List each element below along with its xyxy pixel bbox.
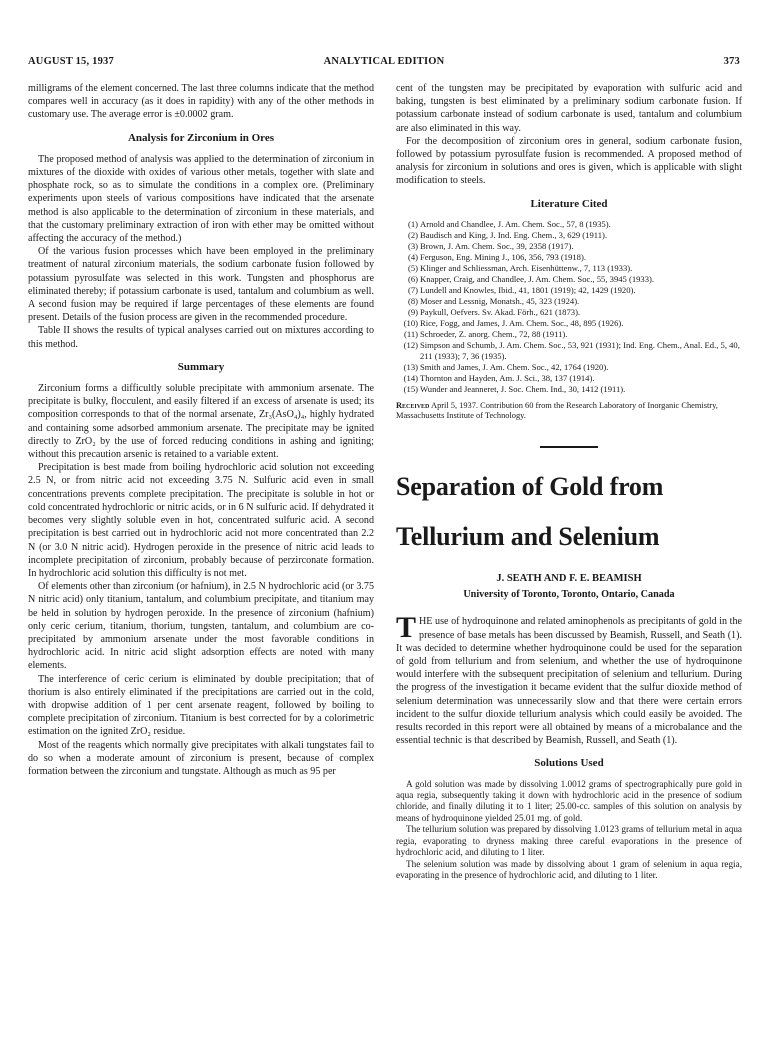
paragraph: The selenium solution was made by dissolving about 1 gram of selenium in aqua regia, evaporating in the presence of hydrochloric acid, and diluting to 1 liter. bbox=[396, 858, 742, 880]
reference-text: Rice, Fogg, and James, J. Am. Chem. Soc., 48, 895 (1926). bbox=[420, 317, 624, 328]
section-title-literature-cited: Literature Cited bbox=[530, 197, 608, 210]
reference-item bbox=[396, 230, 742, 241]
reference-item bbox=[396, 329, 742, 340]
reference-number: (15) bbox=[403, 383, 418, 394]
paragraph: The proposed method of analysis was applied to the determination of zirconium in mixtures of the dioxide with oxides of various other metals, together with slate and phosphate rock, so as to simulate the conditions in a complex ore. (Preliminary experiments upon steels of various compositions have indicated that the arsenate method is also applicable to the determination of zirconium in these materials, and that the customary preliminary extraction of iron with ether may be omitted without affecting the accuracy of the method.) bbox=[28, 153, 374, 245]
reference-text: Baudisch and King, J. Ind. Eng. Chem., 3, 629 (1911). bbox=[420, 229, 608, 240]
reference-item bbox=[396, 384, 742, 395]
reference-text: Schroeder, Z. anorg. Chem., 72, 88 (1911). bbox=[420, 328, 568, 339]
reference-number: (4) bbox=[407, 251, 418, 262]
reference-number: (7) bbox=[407, 284, 418, 295]
reference-number: (1) bbox=[407, 218, 418, 229]
reference-item bbox=[396, 307, 742, 318]
paragraph: Zirconium forms a difficultly soluble precipitate with ammonium arsenate. The precipitate is bulky, flocculent, and easily filtered if an excess of arsenate is used; its composition corresponds to that of the normal arsenate, Zr₃(AsO₄)₄, highly hydrated and containing some adsorbed ammonium arsenate. The precipitate may be ignited directly to ZrO₂ by the use of forced reducing conditions in ashing and igniting; without this precaution arsenic is retained to a variable extent. bbox=[28, 383, 374, 461]
article-authors: J. SEATH AND F. E. BEAMISH bbox=[496, 573, 642, 585]
reference-number: (8) bbox=[407, 295, 418, 306]
reference-item bbox=[396, 263, 742, 274]
header-date: AUGUST 15, 1937 bbox=[28, 56, 114, 67]
article-affiliation: University of Toronto, Toronto, Ontario, Canada bbox=[463, 589, 675, 601]
intro-paragraph: milligrams of the element concerned. The last three columns indicate that the method compares well in accuracy (as it does in rapidity) with any of the other methods in customary use. The average error is ±0.0002 gram. bbox=[28, 83, 374, 121]
article-title-line1: Separation of Gold from bbox=[396, 472, 664, 502]
reference-item bbox=[396, 340, 742, 362]
reference-number: (10) bbox=[403, 317, 418, 328]
header-page-number: 373 bbox=[723, 56, 740, 67]
reference-text: Brown, J. Am. Chem. Soc., 39, 2358 (1917). bbox=[420, 240, 574, 251]
paragraph: Table II shows the results of typical analyses carried out on mixtures according to this method. bbox=[28, 325, 374, 350]
paragraph: Precipitation is best made from boiling hydrochloric acid solution not exceeding 2.5 N, or from nitric acid not exceeding 3.75 N. Sulfuric acid even in small concentrations prevents complete precipitation. The precipitate is soluble in hot or cold concentrated hydrochloric or nitric acids, or in 6 N sulfuric acid. If dehydrated it becomes very slightly soluble even in hot, concentrated sulfuric acid. A second precipitation is best carried out in hydrochloric acid not more concentrated than 2.2 N (or 3.0 N nitric acid). Hydrogen peroxide in the presence of nitric acid leads to incomplete precipitation of zirconium, probably because of perzirconate formation. In hydrochloric acid solution this difficulty is not met. bbox=[28, 462, 374, 579]
reference-text: Arnold and Chandlee, J. Am. Chem. Soc., 57, 8 (1935). bbox=[420, 218, 611, 229]
reference-item bbox=[396, 362, 742, 373]
drop-cap: T bbox=[396, 611, 417, 645]
paragraph: Of elements other than zirconium (or hafnium), in 2.5 N hydrochloric acid (or 3.75 N nitric acid) only titanium, tantalum, and columbium precipitate, and titanium may be held in solution by hydrogen peroxide. In the presence of zirconium (hafnium) only ceric cerium, titanium, thorium, tungsten, tantalum, and columbium are co-precipitated by ammonium arsenate under the most favorable conditions in hydrochloric acid. In nitric acid slight adsorption effects are noted with many elements. bbox=[28, 581, 374, 672]
reference-text: Moser and Lessnig, Monatsh., 45, 323 (1924). bbox=[420, 295, 580, 306]
reference-number: (9) bbox=[407, 306, 418, 317]
paragraph: Of the various fusion processes which have been employed in the preliminary treatment of natural zirconium materials, the sodium carbonate fusion followed by potassium pyrosulfate was selected in this work. Tungsten and phosphorus are eliminated thereby; if potassium carbonate is used, tantalum and columbium as well. A second fusion may be required if large percentages of these elements are found present. Details of the fusion process are given in the recommended procedure. bbox=[28, 246, 374, 324]
article-title-line2: Tellurium and Selenium bbox=[396, 522, 660, 552]
article-intro bbox=[396, 611, 742, 747]
page-header bbox=[28, 56, 740, 70]
paragraph: cent of the tungsten may be precipitated by evaporation with sulfuric acid and baking, tungsten is best eliminated by a preliminary sodium carbonate fusion. If potassium carbonate instead of sodium carbonate is used, tantalum and columbium are also eliminated in this way. bbox=[396, 83, 742, 134]
header-journal: ANALYTICAL EDITION bbox=[323, 56, 445, 67]
paragraph: Most of the reagents which normally give precipitates with alkali tungstates fail to do so when a moderate amount of zirconium is present, because of complex formation between the zirconium and tungstate. Although as much as 95 per bbox=[28, 739, 374, 777]
reference-number: (3) bbox=[407, 240, 418, 251]
reference-item bbox=[396, 274, 742, 285]
references-list bbox=[396, 219, 742, 395]
section-title-solutions-used: Solutions Used bbox=[534, 757, 604, 770]
reference-text: Ferguson, Eng. Mining J., 106, 356, 793 (1918). bbox=[420, 251, 586, 262]
section-title-summary: Summary bbox=[177, 360, 225, 373]
left-column bbox=[28, 82, 374, 778]
right-column bbox=[396, 82, 742, 881]
reference-text: Smith and James, J. Am. Chem. Soc., 42, 1764 (1920). bbox=[420, 361, 609, 372]
paragraph: The tellurium solution was prepared by dissolving 1.0123 grams of tellurium metal in aqua regia, evaporating to dryness making three careful evaporations in the presence of hydrochloric acid, and diluting to 1 liter. bbox=[396, 824, 742, 858]
reference-number: (12) bbox=[403, 339, 418, 350]
reference-number: (13) bbox=[403, 361, 418, 372]
reference-number: (2) bbox=[407, 229, 418, 240]
reference-item bbox=[396, 318, 742, 329]
reference-text: Wunder and Jeanneret, J. Soc. Chem. Ind., 30, 1412 (1911). bbox=[420, 383, 626, 394]
paragraph: The interference of ceric cerium is eliminated by double precipitation; that of thorium is also entirely eliminated if the precipitations are carried out in the cold, with dropwise addition of 1 per cent arsenate reagent, followed by boiling to complete precipitation of zirconium. Titanium is best corrected for by a colorimetric estimation on the ignited ZrO₂ residue. bbox=[28, 673, 374, 738]
received-label: Received bbox=[396, 400, 430, 410]
reference-number: (11) bbox=[404, 328, 418, 339]
received-text: April 5, 1937. Contribution 60 from the Research Laboratory of Inorganic Chemistry, Massachusetts Institute of Technology. bbox=[396, 400, 718, 421]
reference-number: (14) bbox=[403, 372, 418, 383]
paragraph: For the decomposition of zirconium ores in general, sodium carbonate fusion, followed by potassium pyrosulfate fusion is recommended. A proposed method of analysis for zirconium in solutions and ores is given, which is applicable with slight modification to steels. bbox=[396, 135, 742, 187]
reference-text: Thornton and Hayden, Am. J. Sci., 38, 137 (1914). bbox=[420, 372, 595, 383]
reference-item bbox=[396, 285, 742, 296]
reference-text: Lundell and Knowles, Ibid., 41, 1801 (1919); 42, 1429 (1920). bbox=[420, 284, 636, 295]
reference-text: Knapper, Craig, and Chandlee, J. Am. Chem. Soc., 55, 3945 (1933). bbox=[420, 273, 655, 284]
reference-item bbox=[396, 219, 742, 230]
solutions-block bbox=[396, 779, 742, 882]
reference-text: Simpson and Schumb, J. Am. Chem. Soc., 53, 921 (1931); Ind. Eng. Chem., Anal. Ed., 5, 40, 211 (1933); 7, 36 (1935). bbox=[420, 339, 740, 361]
section-title-zirconium-ores: Analysis for Zirconium in Ores bbox=[127, 131, 275, 144]
reference-number: (5) bbox=[407, 262, 418, 273]
reference-number: (6) bbox=[407, 273, 418, 284]
paragraph: A gold solution was made by dissolving 1.0012 grams of spectrographically pure gold in aqua regia, subsequently taking it down with hydrochloric acid in the presence of sodium chloride, and finally diluting it to 1 liter; 25.00-cc. samples of this solution on analysis by means of hydroquinone yielded 25.01 mg. of gold. bbox=[396, 778, 742, 823]
divider-rule bbox=[540, 446, 598, 448]
reference-item bbox=[396, 241, 742, 252]
reference-item bbox=[396, 252, 742, 263]
received-note bbox=[396, 401, 742, 422]
reference-text: Paykull, Oefvers. Sv. Akad. Förh., 621 (1873). bbox=[420, 306, 581, 317]
article-intro-text: HE use of hydroquinone and related aminophenols as precipitants of gold in the presence of base metals has been discussed by Beamish, Russell, and Seath (1). It was decided to determine whether hydroquinone could be used for the separation of gold from tellurium and from selenium, and whether the use of hydroquinone would interfere with the subsequent precipitation of selenium and tellurium. During the progress of the investigation it became evident that the sulfur dioxide method of selenium determination was unnecessarily slow and that there were certain errors incident to the sulfur dioxide tellurium analysis which could easily be avoided. The results recorded in this report were all obtained by means of a microbalance and the essential technic is that described by Beamish, Russell, and Seath (1). bbox=[396, 616, 742, 747]
reference-item bbox=[396, 373, 742, 384]
reference-item bbox=[396, 296, 742, 307]
reference-text: Klinger and Schliessman, Arch. Eisenhüttenw., 7, 113 (1933). bbox=[420, 262, 633, 273]
